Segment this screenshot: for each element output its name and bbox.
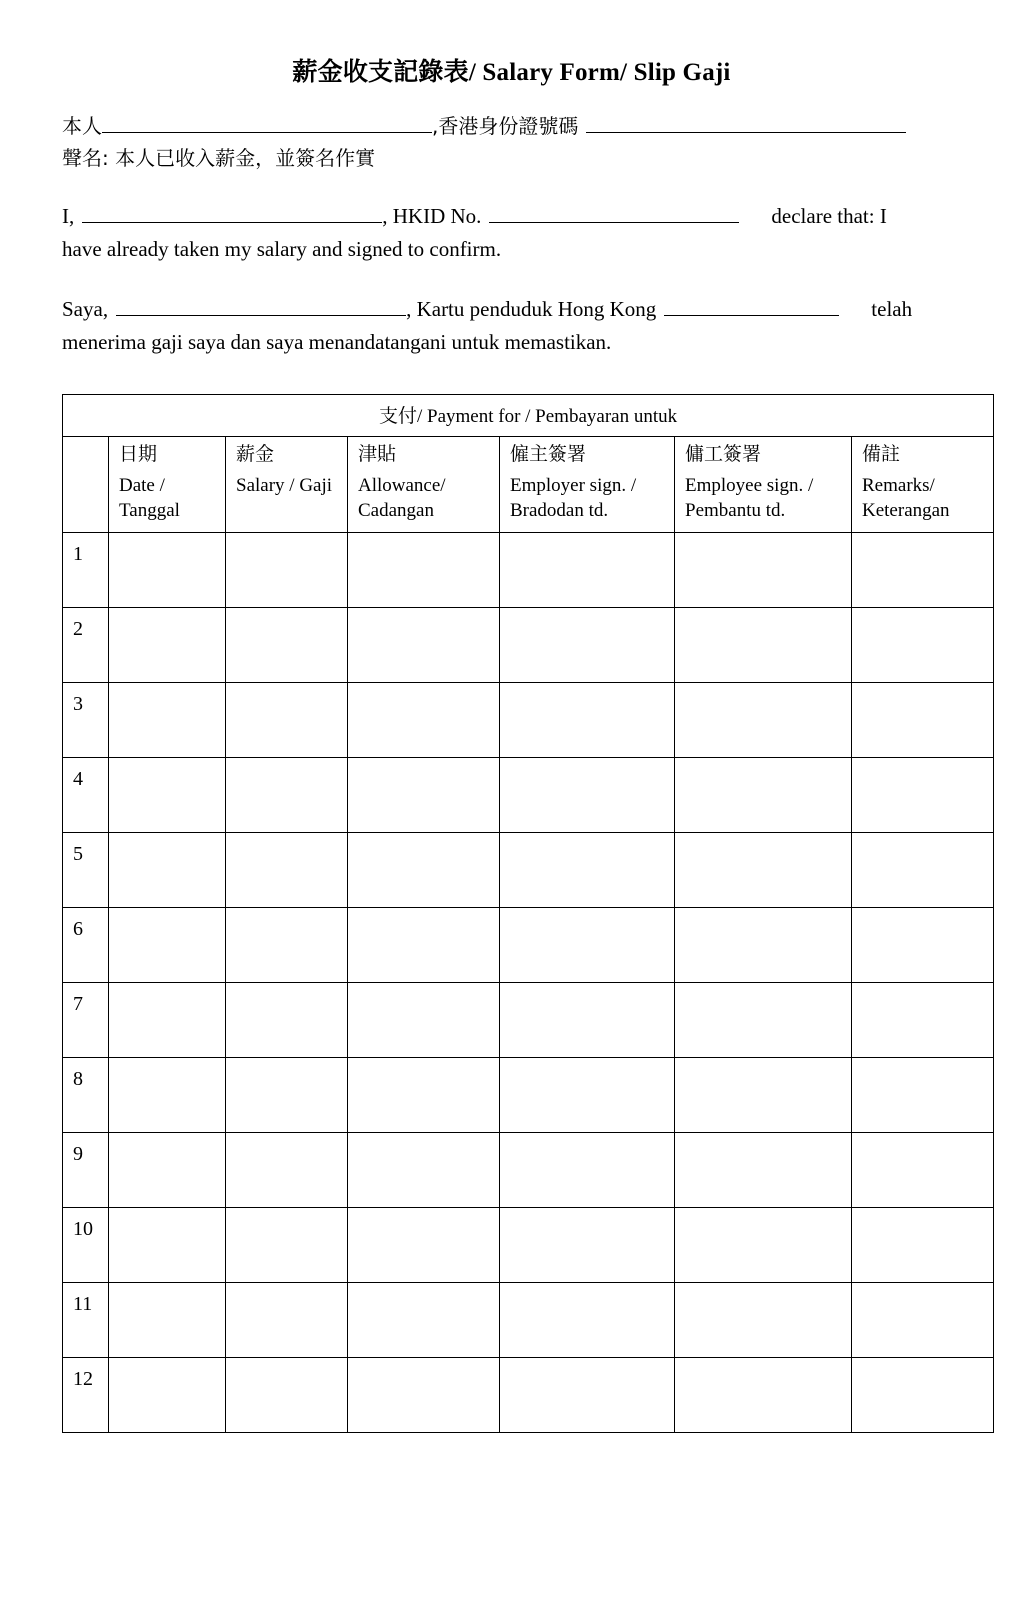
cell-employee-sign[interactable] [675,982,852,1057]
cell-employee-sign[interactable] [675,607,852,682]
cell-salary[interactable] [226,682,348,757]
declaration-en-line2: have already taken my salary and signed to confirm. [62,237,502,262]
header-date [109,436,226,532]
header-allowance-cn: 津貼 [358,442,397,465]
declaration-id-tail: telah [871,296,913,321]
header-remarks-en: Remarks/ Keterangan [862,474,950,522]
cell-allowance[interactable] [348,682,500,757]
declaration-indonesian [62,293,961,360]
cell-employer-sign[interactable] [500,907,675,982]
cell-date[interactable] [109,1207,226,1282]
cell-employee-sign[interactable] [675,1132,852,1207]
cell-employee-sign[interactable] [675,1357,852,1432]
declaration-en-prefix: I, [62,203,75,228]
hkid-field-en[interactable] [489,205,739,223]
cell-remarks[interactable] [852,1357,994,1432]
cell-employer-sign[interactable] [500,607,675,682]
name-field-en[interactable] [82,205,382,223]
cell-employer-sign[interactable] [500,682,675,757]
row-index: 8 [63,1057,109,1132]
cell-salary[interactable] [226,832,348,907]
cell-allowance[interactable] [348,532,500,607]
cell-remarks[interactable] [852,607,994,682]
cell-employer-sign[interactable] [500,1132,675,1207]
row-index: 11 [63,1282,109,1357]
row-index: 5 [63,832,109,907]
row-index: 6 [63,907,109,982]
cell-employee-sign[interactable] [675,1057,852,1132]
cell-employee-sign[interactable] [675,1282,852,1357]
table-row [63,757,994,832]
cell-date[interactable] [109,1057,226,1132]
cell-allowance[interactable] [348,1057,500,1132]
cell-employee-sign[interactable] [675,532,852,607]
cell-date[interactable] [109,907,226,982]
header-salary [226,436,348,532]
declaration-cn-line2: 聲名: 本人已收入薪金，並簽名作實 [62,145,376,170]
declaration-id-prefix: Saya, [62,296,109,321]
header-employer-sign [500,436,675,532]
cell-salary[interactable] [226,532,348,607]
row-index: 3 [63,682,109,757]
header-remarks [852,436,994,532]
declaration-en-mid: , HKID No. [382,203,482,228]
cell-employee-sign[interactable] [675,682,852,757]
cell-remarks[interactable] [852,1057,994,1132]
table-row [63,532,994,607]
cell-allowance[interactable] [348,1357,500,1432]
header-allowance-en: Allowance/ Cadangan [358,474,446,522]
table-row [63,682,994,757]
table-row [63,1132,994,1207]
cell-employee-sign[interactable] [675,907,852,982]
cell-date[interactable] [109,607,226,682]
name-field-cn[interactable] [102,115,432,133]
cell-employer-sign[interactable] [500,757,675,832]
declaration-english [62,200,961,267]
header-employee-en: Employee sign. / Pembantu td. [685,474,814,522]
header-index [63,436,109,532]
header-employee-cn: 傭工簽署 [685,442,762,465]
declaration-chinese [62,110,961,174]
table-row [63,1057,994,1132]
cell-date[interactable] [109,532,226,607]
row-index: 12 [63,1357,109,1432]
header-salary-cn: 薪金 [236,442,275,465]
cell-salary[interactable] [226,982,348,1057]
cell-date[interactable] [109,982,226,1057]
cell-employer-sign[interactable] [500,982,675,1057]
cell-salary[interactable] [226,607,348,682]
table-banner-row [63,394,994,436]
cell-remarks[interactable] [852,832,994,907]
table-banner: 支付/ Payment for / Pembayaran untuk [63,394,994,436]
cell-remarks[interactable] [852,1207,994,1282]
table-row [63,1282,994,1357]
row-index: 10 [63,1207,109,1282]
cell-allowance[interactable] [348,982,500,1057]
table-header-row [63,436,994,532]
cell-remarks[interactable] [852,982,994,1057]
cell-remarks[interactable] [852,1132,994,1207]
cell-allowance[interactable] [348,907,500,982]
row-index: 2 [63,607,109,682]
cell-employer-sign[interactable] [500,1357,675,1432]
cell-salary[interactable] [226,1357,348,1432]
cell-date[interactable] [109,1282,226,1357]
salary-table [62,394,994,1433]
cell-employee-sign[interactable] [675,832,852,907]
cell-date[interactable] [109,1357,226,1432]
declaration-id-mid: , Kartu penduduk Hong Kong [406,296,657,321]
table-row [63,1207,994,1282]
row-index: 4 [63,757,109,832]
cell-remarks[interactable] [852,532,994,607]
cell-remarks[interactable] [852,757,994,832]
table-row [63,1357,994,1432]
cell-employer-sign[interactable] [500,532,675,607]
row-index: 7 [63,982,109,1057]
declaration-en-tail: declare that: I [771,203,887,228]
header-employee-sign [675,436,852,532]
cell-remarks[interactable] [852,682,994,757]
cell-remarks[interactable] [852,1282,994,1357]
header-employer-en: Employer sign. / Bradodan td. [510,474,637,522]
table-row [63,907,994,982]
page-title: 薪金收支記錄表/ Salary Form/ Slip Gaji [292,59,731,86]
row-index: 9 [63,1132,109,1207]
table-row [63,982,994,1057]
cell-employee-sign[interactable] [675,1207,852,1282]
header-allowance [348,436,500,532]
cell-salary[interactable] [226,1132,348,1207]
name-field-id[interactable] [116,298,406,316]
header-salary-en: Salary / Gaji [236,474,333,496]
header-employer-cn: 僱主簽署 [510,442,587,465]
declaration-cn-mid: ,香港身份證號碼 [432,114,579,138]
hkid-field-cn[interactable] [586,115,906,133]
cell-employer-sign[interactable] [500,1207,675,1282]
cell-allowance[interactable] [348,832,500,907]
cell-salary[interactable] [226,1207,348,1282]
cell-employer-sign[interactable] [500,832,675,907]
cell-remarks[interactable] [852,907,994,982]
header-date-cn: 日期 [119,442,158,465]
cell-salary[interactable] [226,757,348,832]
cell-allowance[interactable] [348,1207,500,1282]
header-date-en: Date / Tanggal [119,474,180,522]
header-remarks-cn: 備註 [862,442,901,465]
cell-allowance[interactable] [348,607,500,682]
row-index: 1 [63,532,109,607]
cell-employee-sign[interactable] [675,757,852,832]
cell-allowance[interactable] [348,1282,500,1357]
cell-salary[interactable] [226,1057,348,1132]
table-row [63,832,994,907]
cell-allowance[interactable] [348,1132,500,1207]
cell-allowance[interactable] [348,757,500,832]
cell-date[interactable] [109,757,226,832]
cell-employer-sign[interactable] [500,1057,675,1132]
salary-table-wrapper [62,394,961,1433]
cell-employer-sign[interactable] [500,1282,675,1357]
hkid-field-id[interactable] [664,298,839,316]
cell-date[interactable] [109,682,226,757]
declaration-id-line2: menerima gaji saya dan saya menandatangani untuk memastikan. [62,330,612,355]
cell-salary[interactable] [226,1282,348,1357]
cell-salary[interactable] [226,907,348,982]
cell-date[interactable] [109,1132,226,1207]
declaration-cn-prefix: 本人 [62,114,102,138]
cell-date[interactable] [109,832,226,907]
table-row [63,607,994,682]
